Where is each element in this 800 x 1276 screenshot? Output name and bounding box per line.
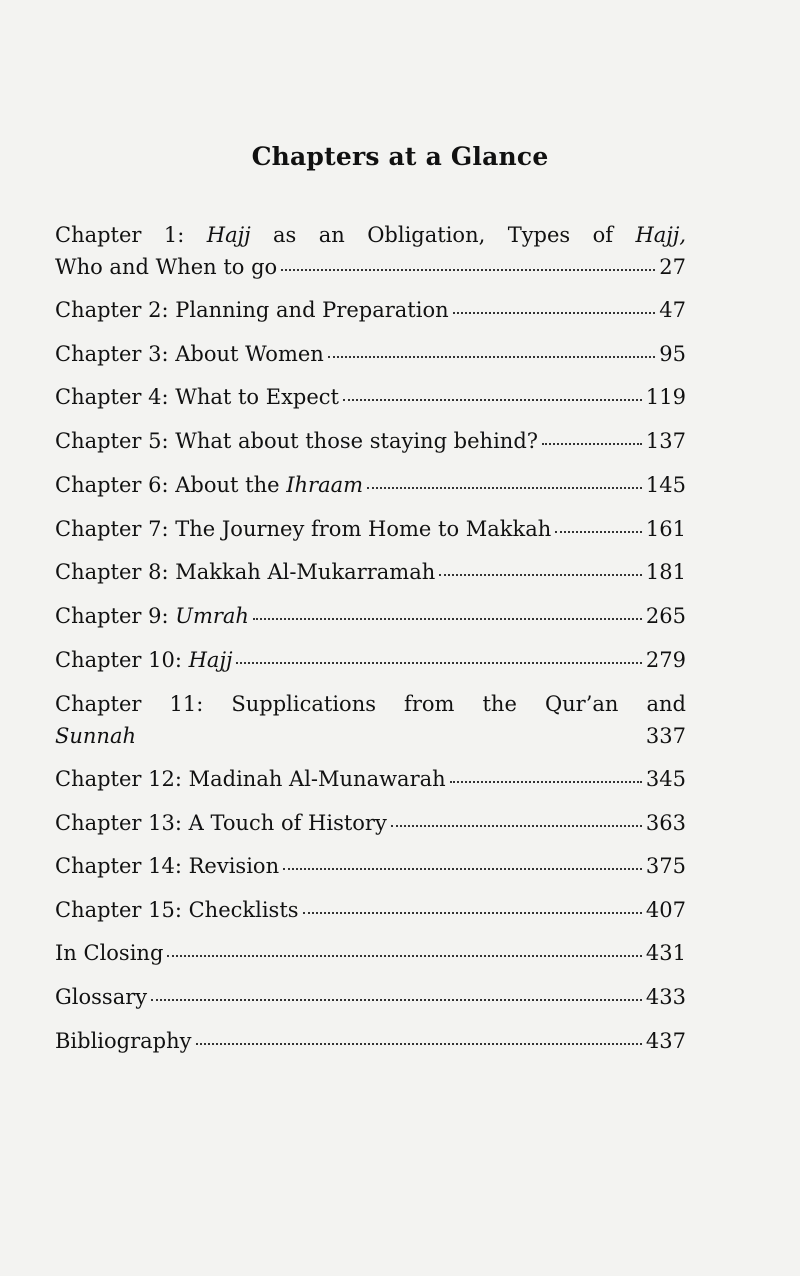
dot-leader xyxy=(283,868,642,870)
dot-leader xyxy=(542,443,642,445)
toc-page-number: 161 xyxy=(645,517,686,541)
toc-entry-chapter-3[interactable] xyxy=(55,341,686,367)
toc-page-number: 265 xyxy=(645,604,686,628)
toc-label: Chapter 3: About Women xyxy=(55,342,324,366)
toc-page-number: 47 xyxy=(659,298,686,322)
toc-label: Chapter 4: What to Expect xyxy=(55,385,339,409)
toc-label xyxy=(55,603,249,629)
toc-label: Glossary xyxy=(55,985,148,1009)
toc-text-italic: Ihraam xyxy=(286,473,364,497)
toc-page-number: 137 xyxy=(645,429,686,453)
toc-page-number: 119 xyxy=(645,385,686,409)
toc-label: Chapter 7: The Journey from Home to Makkah xyxy=(55,517,552,541)
toc-label xyxy=(55,472,363,498)
toc-entry-chapter-9[interactable] xyxy=(55,603,686,629)
toc-text: Chapter 1: xyxy=(55,223,207,247)
toc-entry-chapter-2[interactable] xyxy=(55,297,686,323)
toc-label: Chapter 12: Madinah Al-Munawarah xyxy=(55,767,446,791)
toc-entry-chapter-11[interactable] xyxy=(55,691,686,749)
toc-page-number: 27 xyxy=(659,255,686,279)
toc-text-italic: Hajj xyxy=(206,223,251,247)
toc-entry-chapter-14[interactable] xyxy=(55,853,686,879)
toc-label: Chapter 15: Checklists xyxy=(55,898,299,922)
toc-entry-chapter-8[interactable] xyxy=(55,559,686,585)
dot-leader xyxy=(367,487,642,489)
toc-page-number: 363 xyxy=(645,811,686,835)
toc-page-number: 375 xyxy=(645,854,686,878)
toc-text-italic: Hajj, xyxy=(635,223,686,247)
toc-label: Chapter 14: Revision xyxy=(55,854,280,878)
toc-label: Who and When to go xyxy=(55,255,278,279)
toc-entry-glossary[interactable] xyxy=(55,984,686,1010)
toc-page-number: 181 xyxy=(645,560,686,584)
toc-text: Chapter 10: xyxy=(55,648,189,672)
dot-leader xyxy=(343,399,642,401)
toc-entry-chapter-13[interactable] xyxy=(55,810,686,836)
toc-page-number: 345 xyxy=(645,767,686,791)
dot-leader xyxy=(555,531,642,533)
toc-label: In Closing xyxy=(55,941,164,965)
dot-leader xyxy=(450,781,642,783)
toc-label: Chapter 13: A Touch of History xyxy=(55,811,387,835)
dot-leader xyxy=(253,618,642,620)
toc-entry-line xyxy=(55,222,686,248)
dot-leader xyxy=(328,356,655,358)
toc-entry-in-closing[interactable] xyxy=(55,940,686,966)
dot-leader xyxy=(167,955,642,957)
toc-label: Bibliography xyxy=(55,1029,192,1053)
toc-text-italic: Umrah xyxy=(175,604,249,628)
page-title: Chapters at a Glance xyxy=(251,142,549,171)
toc-page-number: 95 xyxy=(659,342,686,366)
toc-entry-chapter-4[interactable] xyxy=(55,384,686,410)
toc-page-number: 279 xyxy=(645,648,686,672)
toc-entry-chapter-15[interactable] xyxy=(55,897,686,923)
toc-entry-line: Chapter 11: Supplications from the Qur’an and xyxy=(55,692,686,716)
dot-leader xyxy=(453,312,656,314)
toc-page-number: 407 xyxy=(645,898,686,922)
toc-text: Chapter 9: xyxy=(55,604,176,628)
toc-entry-chapter-5[interactable] xyxy=(55,428,686,454)
toc-page-number: 437 xyxy=(645,1029,686,1053)
toc-entry-bibliography[interactable] xyxy=(55,1028,686,1054)
dot-leader xyxy=(236,662,641,664)
table-of-contents xyxy=(55,0,686,1276)
toc-text: as an Obligation, Types of xyxy=(250,223,636,247)
dot-leader xyxy=(196,1043,642,1045)
dot-leader xyxy=(391,825,642,827)
dot-leader xyxy=(303,912,642,914)
toc-entry-chapter-10[interactable] xyxy=(55,647,686,673)
toc-entry-chapter-1[interactable] xyxy=(55,222,686,280)
toc-text: Chapter 6: About the xyxy=(55,473,287,497)
toc-label: Chapter 8: Makkah Al-Mukarramah xyxy=(55,560,436,584)
toc-label: Sunnah xyxy=(55,724,137,748)
toc-text-italic: Hajj xyxy=(188,648,233,672)
dot-leader xyxy=(281,269,655,271)
toc-entry-chapter-7[interactable] xyxy=(55,516,686,542)
toc-page-number: 337 xyxy=(645,724,686,748)
toc-label: Chapter 2: Planning and Preparation xyxy=(55,298,449,322)
toc-page-number: 431 xyxy=(645,941,686,965)
dot-leader xyxy=(439,574,642,576)
toc-label: Chapter 5: What about those staying behind? xyxy=(55,429,539,453)
toc-page-number: 433 xyxy=(645,985,686,1009)
toc-label xyxy=(55,647,232,673)
toc-entry-chapter-12[interactable] xyxy=(55,766,686,792)
toc-page-number: 145 xyxy=(645,473,686,497)
toc-entry-chapter-6[interactable] xyxy=(55,472,686,498)
dot-leader xyxy=(140,738,642,740)
dot-leader xyxy=(151,999,642,1001)
